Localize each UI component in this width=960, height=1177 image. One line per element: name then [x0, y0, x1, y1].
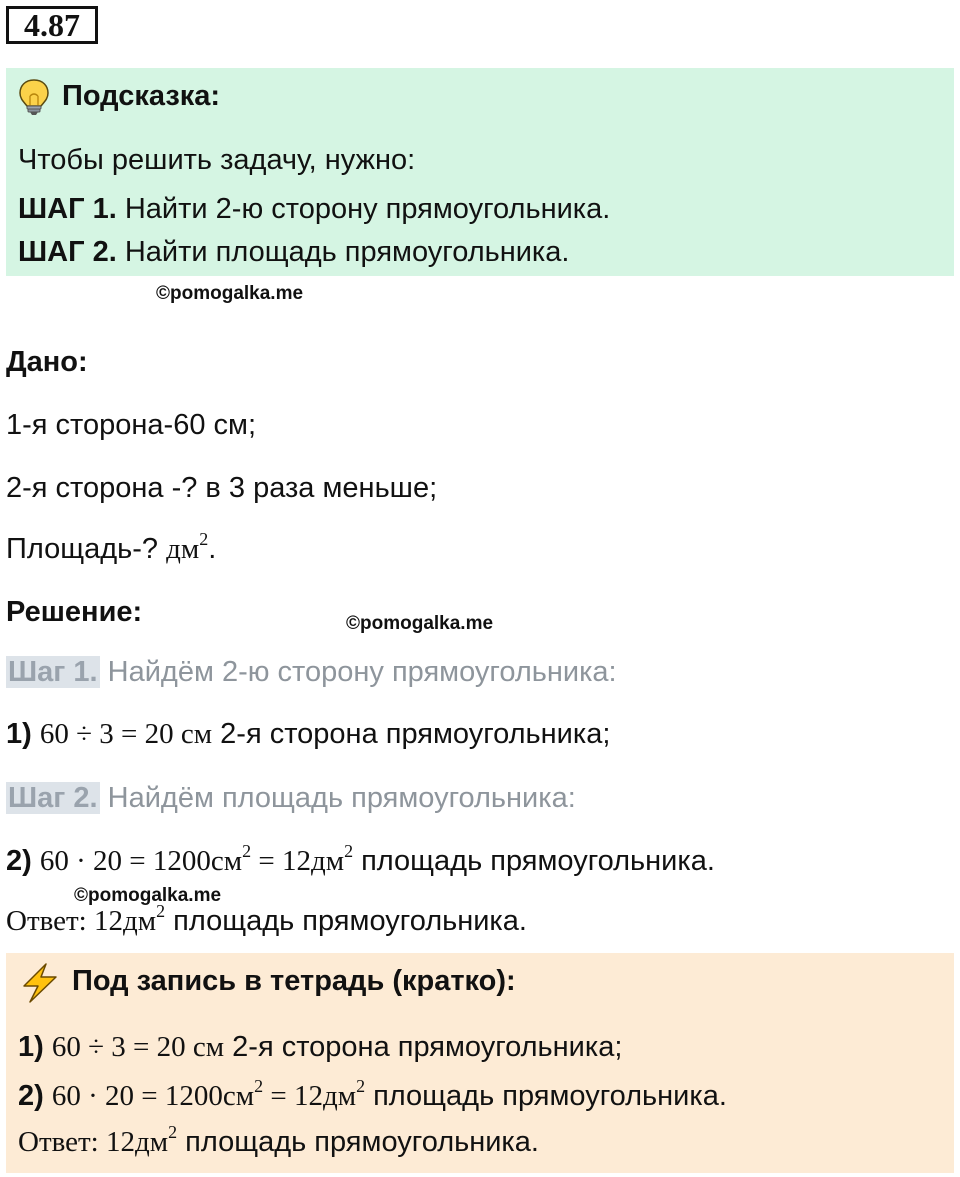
calc-2-text: площадь прямоугольника.	[353, 845, 715, 877]
calc-2-exp-a: 2	[242, 840, 252, 861]
brief-answer	[18, 1121, 539, 1159]
given-line-3-exp: 2	[199, 528, 209, 549]
brief-calc-2-text: площадь прямоугольника.	[365, 1080, 727, 1112]
step-1-text: Найдём 2-ю сторону прямоугольника:	[99, 656, 617, 688]
brief-calc-2-expression-b: = 12дм	[263, 1080, 357, 1112]
given-line-3-end: .	[208, 533, 217, 565]
hint-intro: Чтобы решить задачу, нужно:	[18, 144, 416, 176]
hint-step-1	[18, 193, 610, 226]
calc-2-expression-a: 60 · 20 = 1200см	[39, 845, 243, 877]
lightbulb-icon	[18, 78, 50, 121]
brief-calc-2-exp-a: 2	[254, 1075, 264, 1096]
calc-2-number: 2)	[6, 845, 32, 877]
lightning-icon	[18, 962, 62, 1009]
given-line-3-text: Площадь-?	[6, 533, 167, 565]
given-line-2: 2-я сторона -? в 3 раза меньше;	[6, 472, 438, 504]
brief-answer-label: Ответ: 12дм	[18, 1126, 169, 1158]
calc-1-expression: 60 ÷ 3 = 20 см	[39, 718, 213, 750]
hint-step-2	[18, 236, 569, 269]
calc-1-text: 2-я сторона прямоугольника;	[212, 718, 611, 750]
hint-step-1-label: ШАГ 1.	[18, 193, 117, 225]
hint-step-2-label: ШАГ 2.	[18, 236, 117, 268]
calc-2-expression-b: = 12дм	[251, 845, 345, 877]
watermark: ©pomogalka.me	[346, 613, 494, 634]
watermark: ©pomogalka.me	[156, 283, 304, 304]
calc-1-number: 1)	[6, 718, 32, 750]
solution-calc-1	[6, 718, 610, 751]
hint-step-2-text: Найти площадь прямоугольника.	[124, 236, 570, 268]
given-line-3-unit: дм	[166, 533, 200, 565]
hint-step-1-text: Найти 2-ю сторону прямоугольника.	[124, 193, 611, 225]
answer-text: площадь прямоугольника.	[165, 905, 527, 937]
brief-calc-1-expression: 60 ÷ 3 = 20 см	[51, 1031, 225, 1063]
solution-calc-2	[6, 840, 715, 878]
brief-calc-2-expression-a: 60 · 20 = 1200см	[51, 1080, 255, 1112]
hint-title: Подсказка:	[62, 80, 221, 112]
brief-calc-1-text: 2-я сторона прямоугольника;	[224, 1031, 623, 1063]
calc-2-exp-b: 2	[344, 840, 354, 861]
solution-heading: Решение:	[6, 596, 143, 628]
step-1-label: Шаг 1.	[8, 656, 98, 688]
brief-calc-2	[18, 1075, 727, 1113]
step-2-label: Шаг 2.	[8, 782, 98, 814]
brief-calc-2-number: 2)	[18, 1080, 44, 1112]
brief-answer-text: площадь прямоугольника.	[177, 1126, 539, 1158]
solution-answer	[6, 900, 527, 938]
given-heading: Дано:	[6, 346, 88, 378]
brief-title: Под запись в тетрадь (кратко):	[72, 965, 516, 997]
watermark: ©pomogalka.me	[74, 885, 222, 906]
given-line-1: 1-я сторона-60 см;	[6, 409, 256, 441]
answer-label: Ответ: 12дм	[6, 905, 157, 937]
brief-calc-1	[18, 1031, 622, 1064]
brief-answer-exp: 2	[168, 1121, 178, 1142]
step-2-text: Найдём площадь прямоугольника:	[99, 782, 576, 814]
solution-step-1	[6, 656, 617, 689]
solution-step-2	[6, 782, 576, 815]
task-number: 4.87	[6, 6, 98, 44]
answer-exp: 2	[156, 900, 166, 921]
brief-calc-2-exp-b: 2	[356, 1075, 366, 1096]
brief-calc-1-number: 1)	[18, 1031, 44, 1063]
given-line-3	[6, 528, 217, 566]
